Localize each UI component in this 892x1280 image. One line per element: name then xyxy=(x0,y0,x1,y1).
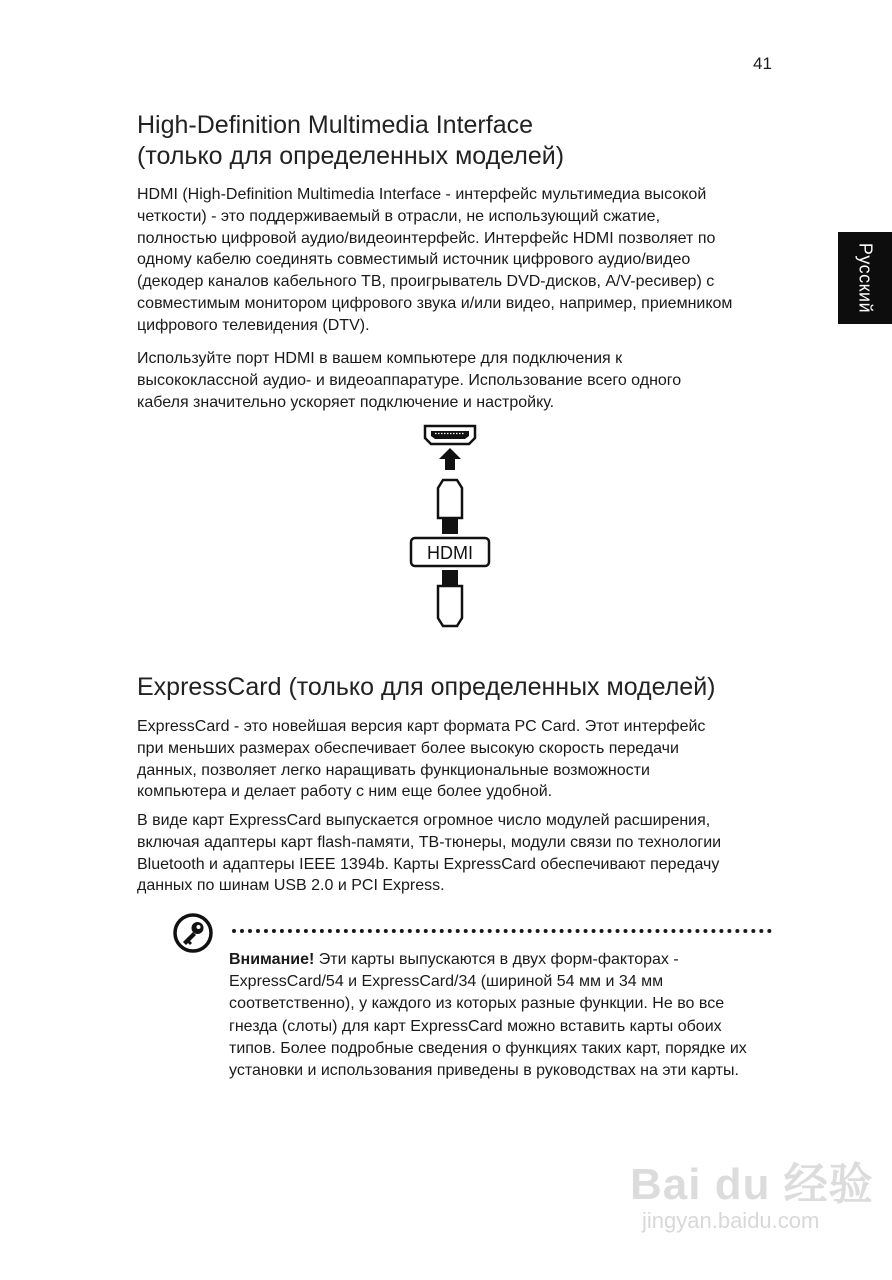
hdmi-paragraph-2 xyxy=(137,348,797,413)
up-arrow-icon xyxy=(439,448,461,470)
hdmi-paragraph-1 xyxy=(137,184,797,337)
text-line: полностью цифровой аудио/видеоинтерфейс. Интерфейс HDMI позволяет по xyxy=(137,229,716,247)
text-line: HDMI (High-Definition Multimedia Interface - интерфейс мультимедиа высокой xyxy=(137,186,707,203)
text-line: цифрового телевидения (DTV). xyxy=(137,316,370,334)
language-tab-label: Русский xyxy=(855,242,876,314)
text-line: данных по шинам USB 2.0 и PCI Express. xyxy=(137,877,445,895)
hdmi-title-line: (только для определенных моделей) xyxy=(137,142,565,170)
text-line: типов. Более подробные сведения о функциях таких карт, порядке их xyxy=(229,1039,747,1057)
caution-note xyxy=(229,949,789,1082)
text-line: гнезда (слоты) для карт ExpressCard можно вставить карты обоих xyxy=(229,1017,722,1035)
hdmi-cable-icon xyxy=(411,480,489,626)
text-line: включая адаптеры карт flash-памяти, ТВ-тюнеры, модули связи по технологии xyxy=(137,833,722,851)
expresscard-paragraph-2 xyxy=(137,810,797,897)
text-line: совместимым монитором цифрового звука и/или видео, например, приемником xyxy=(137,294,733,312)
hdmi-label: HDMI xyxy=(427,543,473,563)
text-line: компьютера и делает работу с ним еще более удобной. xyxy=(137,783,553,801)
text-line: при меньших размерах обеспечивает более высокую скорость передачи xyxy=(137,739,679,757)
hdmi-title-line: High-Definition Multimedia Interface xyxy=(137,111,534,139)
text-line: соответственно), у каждого из которых разные функции. Не во все xyxy=(229,995,725,1013)
note-first-line xyxy=(229,949,789,971)
text-line: четкости) - это поддерживаемый в отрасли, не использующий сжатие, xyxy=(137,207,661,225)
note-divider xyxy=(232,929,772,933)
text-line: данных, позволяет легко наращивать функциональные возможности xyxy=(137,761,650,779)
expresscard-paragraph-1 xyxy=(137,716,797,803)
hdmi-cable-figure xyxy=(405,422,495,634)
page-number: 41 xyxy=(753,54,772,73)
text-line: высококлассной аудио- и видеоаппаратуре. Использование всего одного xyxy=(137,371,682,389)
watermark-url: jingyan.baidu.com xyxy=(642,1208,820,1233)
text-line: В виде карт ExpressCard выпускается огромное число модулей расширения, xyxy=(137,812,711,829)
text-line: (декодер каналов кабельного ТВ, проигрыватель DVD-дисков, A/V-ресивер) с xyxy=(137,273,715,291)
text-line: одному кабелю соединять совместимый источник цифрового аудио/видео xyxy=(137,251,691,269)
text-line: Bluetooth и адаптеры IEEE 1394b. Карты ExpressCard обеспечивают передачу xyxy=(137,855,720,873)
note-label: Внимание! xyxy=(229,951,315,968)
text-line: ExpressCard - это новейшая версия карт формата PC Card. Этот интерфейс xyxy=(137,718,706,735)
text-line: Используйте порт HDMI в вашем компьютере для подключения к xyxy=(137,350,623,367)
text-line: установки и использования приведены в руководствах на эти карты. xyxy=(229,1062,739,1080)
baidu-jingyan-watermark xyxy=(630,1148,874,1258)
hdmi-port-icon xyxy=(425,426,475,444)
language-tab xyxy=(838,232,892,324)
expresscard-section-title: ExpressCard (только для определенных моделей) xyxy=(137,673,716,701)
note-first-line-text: Эти карты выпускаются в двух форм-факторах - xyxy=(314,951,679,968)
watermark-logo-text: Bai du 经验 xyxy=(630,1160,874,1209)
text-line: ExpressCard/54 и ExpressCard/34 (шириной 54 мм и 34 мм xyxy=(229,973,664,991)
hdmi-section-title xyxy=(137,110,797,172)
text-line: кабеля значительно ускоряет подключение и настройку. xyxy=(137,393,555,411)
caution-key-icon xyxy=(172,912,214,954)
